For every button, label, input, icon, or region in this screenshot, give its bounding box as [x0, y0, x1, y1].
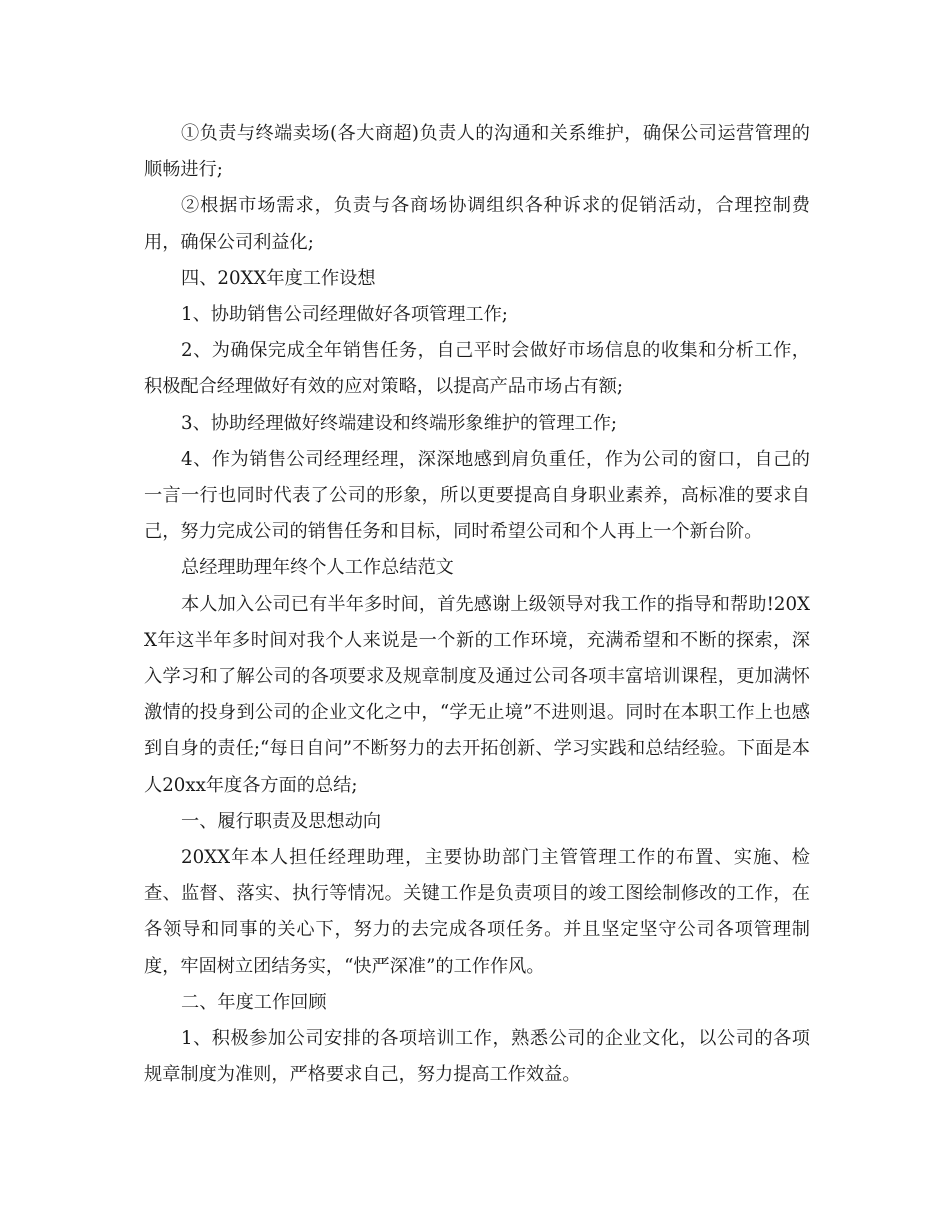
paragraph-responsibility-2: ②根据市场需求，负责与各商场协调组织各种诉求的促销活动，合理控制费用，确保公司利益化;: [144, 195, 810, 253]
document-body: [144, 116, 810, 1093]
section-heading-plan: 四、20XX年度工作设想: [181, 267, 376, 289]
paragraph-plan-2: 2、为确保完成全年销售任务，自己平时会做好市场信息的收集和分析工作，积极配合经理做好有效的应对策略，以提高产品市场占有额;: [144, 340, 810, 398]
section-heading-duties: 一、履行职责及思想动向: [181, 810, 382, 832]
paragraph-duties: 20XX年本人担任经理助理，主要协助部门主管管理工作的布置、实施、检查、监督、落实、执行等情况。关键工作是负责项目的竣工图绘制修改的工作，在各领导和同事的关心下，努力的去完成各项任务。并且坚定坚守公司各项管理制度，牢固树立团结务实，“快严深准”的工作作风。: [144, 847, 810, 977]
paragraph-review-1: 1、积极参加公司安排的各项培训工作，熟悉公司的企业文化，以公司的各项规章制度为准则，严格要求自己，努力提高工作效益。: [144, 1028, 810, 1086]
paragraph-plan-4: 4、作为销售公司经理经理，深深地感到肩负重任，作为公司的窗口，自己的一言一行也同时代表了公司的形象，所以更要提高自身职业素养，高标准的要求自己，努力完成公司的销售任务和目标，同时希望公司和个人再上一个新台阶。: [144, 448, 810, 543]
paragraph-intro: 本人加入公司已有半年多时间，首先感谢上级领导对我工作的指导和帮助!20XX年这半年多时间对我个人来说是一个新的工作环境，充满希望和不断的探索，深入学习和了解公司的各项要求及规章制度及通过公司各项丰富培训课程，更加满怀激情的投身到公司的企业文化之中，“学无止境”不进则退。同时在本职工作上也感到自身的责任;“每日自问”不断努力的去开拓创新、学习实践和总结经验。下面是本人20xx年度各方面的总结;: [144, 593, 810, 796]
paragraph-plan-1: 1、协助销售公司经理做好各项管理工作;: [181, 304, 508, 326]
section-heading-review: 二、年度工作回顾: [181, 991, 327, 1013]
paragraph-responsibility-1: ①负责与终端卖场(各大商超)负责人的沟通和关系维护，确保公司运营管理的顺畅进行;: [144, 123, 810, 181]
paragraph-plan-3: 3、协助经理做好终端建设和终端形象维护的管理工作;: [181, 412, 618, 434]
document-subtitle: 总经理助理年终个人工作总结范文: [181, 557, 454, 579]
